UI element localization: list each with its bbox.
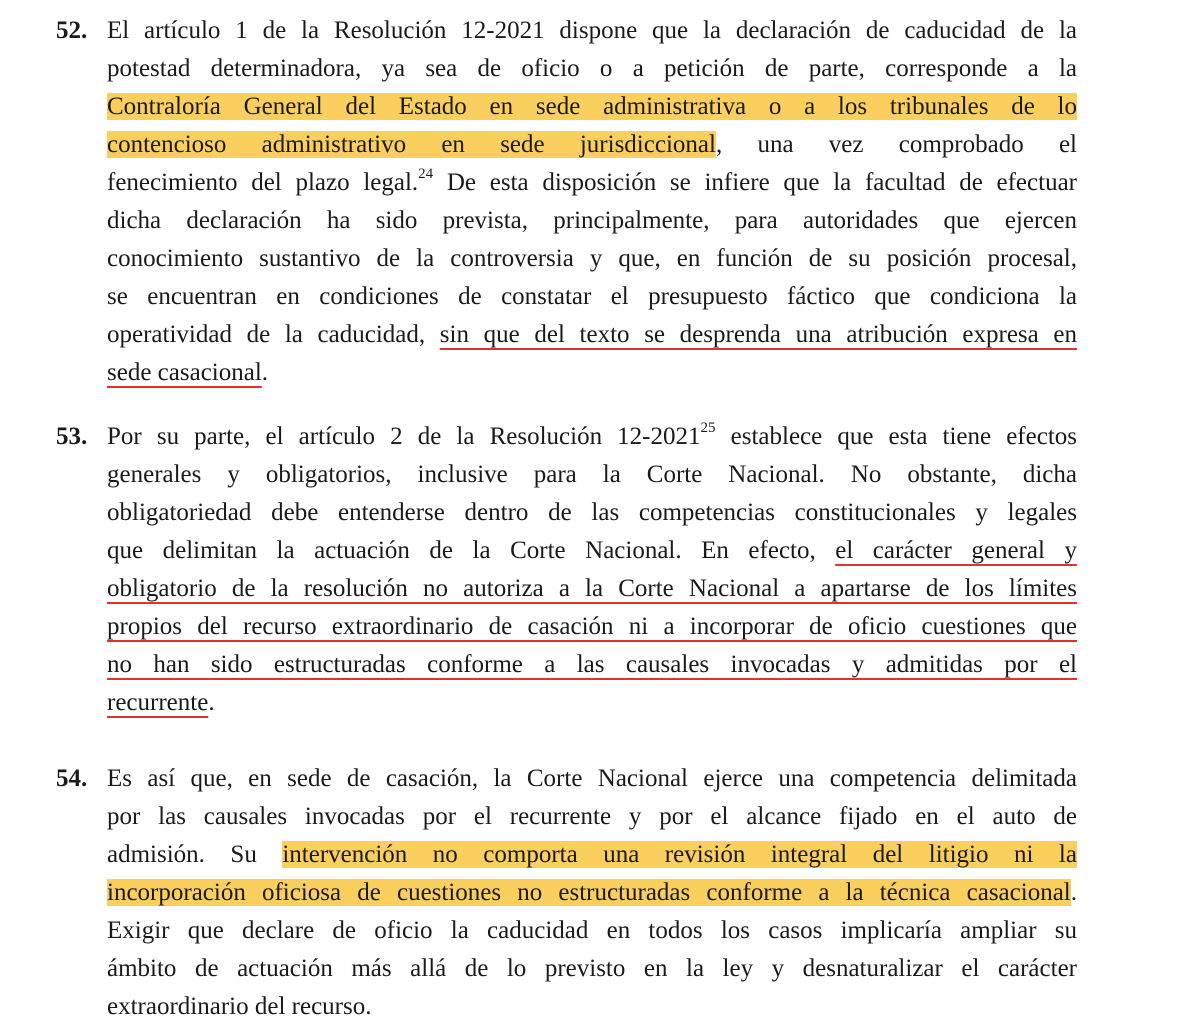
text-line: [107, 570, 1077, 607]
footnote-ref[interactable]: 24: [418, 165, 434, 182]
highlighted-text: incorporación oficiosa de cuestiones no estructuradas conforme a la técnica casacional: [107, 879, 1071, 906]
underlined-text: sin que del texto se desprenda una atribución expresa en: [439, 321, 1078, 348]
underlined-text: no han sido estructuradas conforme a las causales invocadas y admitidas por el: [107, 651, 1077, 678]
underlined-text: sede casacional: [107, 359, 262, 386]
text-line: conocimiento sustantivo de la controversia y que, en función de su posición procesal,: [107, 245, 1077, 272]
text-line: se encuentran en condiciones de constatar el presupuesto fáctico que condiciona la: [107, 283, 1077, 310]
text-line: [107, 646, 1077, 683]
text-line: El artículo 1 de la Resolución 12-2021 dispone que la declaración de caducidad de la: [107, 17, 1077, 44]
text-line: dicha declaración ha sido prevista, principalmente, para autoridades que ejercen: [107, 207, 1077, 234]
paragraph-number: 54.: [56, 765, 88, 792]
paragraph-number: 52.: [56, 17, 88, 44]
text-line: sede casacional.: [107, 359, 269, 386]
underlined-text: propios del recurso extraordinario de casación ni a incorporar de oficio cuestiones que: [107, 613, 1077, 640]
underlined-text: el carácter general y: [835, 537, 1077, 564]
text-line: incorporación oficiosa de cuestiones no estructuradas conforme a la técnica casacional.: [107, 879, 1077, 906]
paragraph-number: 53.: [56, 423, 88, 450]
text-line: contencioso administrativo en sede jurisdiccional, una vez comprobado el: [107, 131, 1077, 158]
text-line: Exigir que declare de oficio la caducidad en todos los casos implicaría ampliar su: [107, 917, 1077, 944]
underlined-text: obligatorio de la resolución no autoriza a la Corte Nacional a apartarse de los límites: [107, 575, 1077, 602]
highlighted-text: Contraloría General del Estado en sede administrativa o a los tribunales de lo: [107, 93, 1077, 120]
footnote-ref[interactable]: 25: [700, 419, 716, 436]
text-line: extraordinario del recurso.: [107, 993, 372, 1020]
text-line: por las causales invocadas por el recurrente y por el alcance fijado en el auto de: [107, 803, 1077, 830]
text-line: [107, 88, 1077, 125]
highlighted-text: intervención no comporta una revisión integral del litigio ni la: [282, 841, 1077, 868]
text-line: obligatoriedad debe entenderse dentro de las competencias constitucionales y legales: [107, 499, 1077, 526]
text-line: que delimitan la actuación de la Corte Nacional. En efecto, el carácter general y: [107, 537, 1077, 564]
underlined-text: recurrente: [107, 689, 209, 716]
text-line: Es así que, en sede de casación, la Corte Nacional ejerce una competencia delimitada: [107, 765, 1077, 792]
text-line: [107, 608, 1077, 645]
text-line: potestad determinadora, ya sea de oficio o a petición de parte, corresponde a la: [107, 55, 1077, 82]
text-line: operatividad de la caducidad, sin que del texto se desprenda una atribución expresa en: [107, 321, 1078, 348]
text-line: recurrente.: [107, 689, 215, 716]
text-line: admisión. Su intervención no comporta una revisión integral del litigio ni la: [107, 841, 1077, 868]
highlighted-text: contencioso administrativo en sede jurisdiccional: [107, 131, 716, 158]
text-line: Por su parte, el artículo 2 de la Resolución 12-2021$^{25}$ establece que esta tiene efectos: [107, 419, 1077, 450]
text-line: ámbito de actuación más allá de lo previsto en la ley y desnaturalizar el carácter: [107, 955, 1077, 982]
text-line: fenecimiento del plazo legal.$^{24}$ De esta disposición se infiere que la facultad de efectuar: [107, 165, 1077, 196]
text-line: generales y obligatorios, inclusive para la Corte Nacional. No obstante, dicha: [107, 461, 1077, 488]
